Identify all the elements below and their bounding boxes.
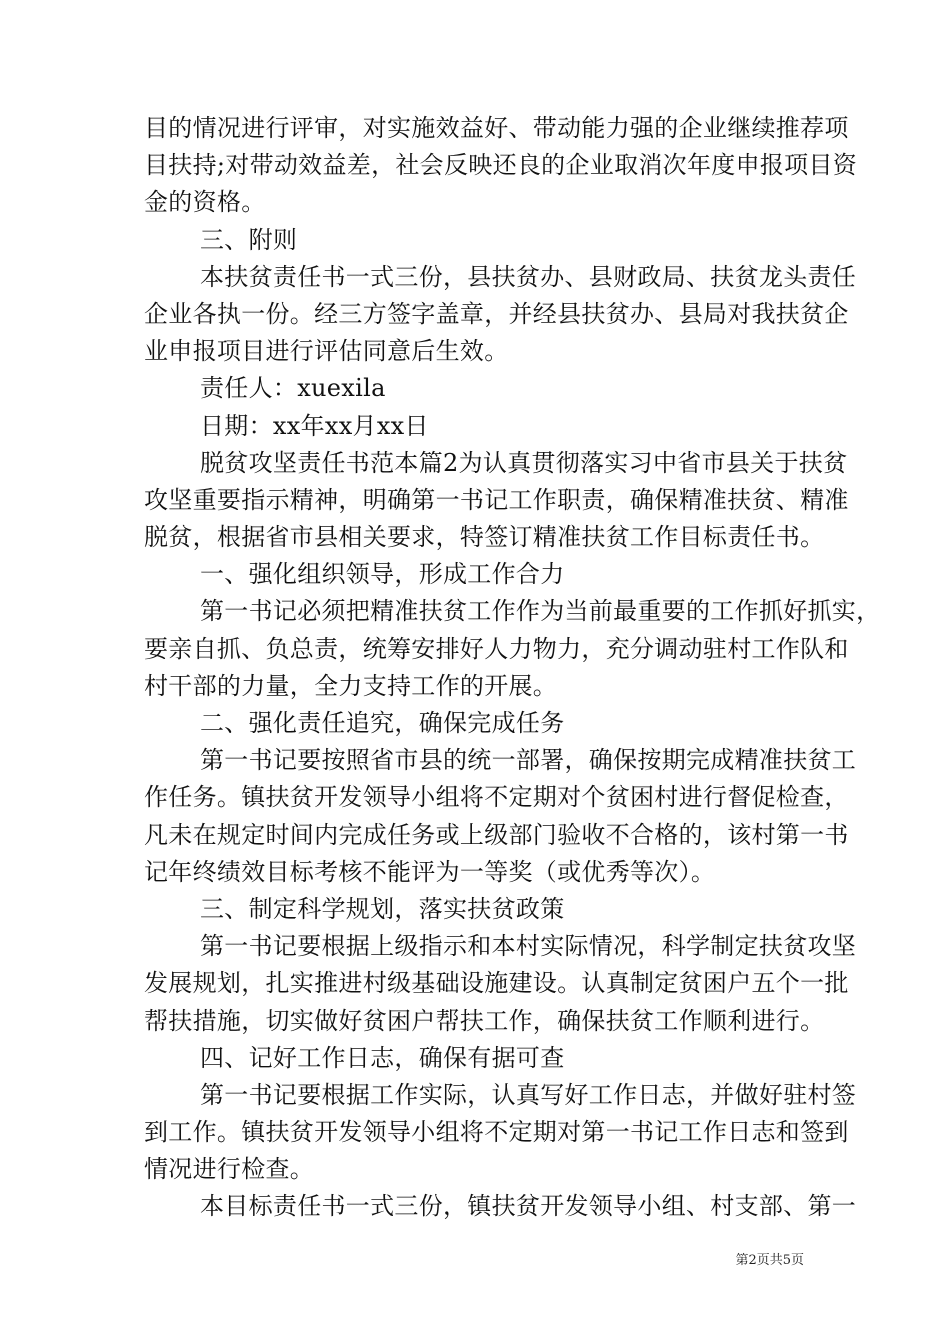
text-line: 三、制定科学规划，落实扶贫政策 xyxy=(200,894,565,923)
text-line: 企业各执一份。经三方签字盖章，并经县扶贫办、县局对我扶贫企 xyxy=(144,299,849,328)
text-line: 攻坚重要指示精神，明确第一书记工作职责，确保精准扶贫、精准 xyxy=(144,485,849,514)
page-number: 第2页共5页 xyxy=(735,1253,804,1268)
text-line: 作任务。镇扶贫开发领导小组将不定期对个贫困村进行督促检查， xyxy=(144,783,849,812)
text-line: 脱贫，根据省市县相关要求，特签订精准扶贫工作目标责任书。 xyxy=(144,523,825,552)
text-line: 目的情况进行评审，对实施效益好、带动能力强的企业继续推荐项 xyxy=(144,114,849,142)
text-line: 发展规划，扎实推进村级基础设施建设。认真制定贫困户五个一批 xyxy=(144,969,849,998)
text-line: 本扶贫责任书一式三份，县扶贫办、县财政局、扶贫龙头责任 xyxy=(200,262,857,291)
text-line: 日期：xx年xx月xx日 xyxy=(200,411,429,440)
document-body xyxy=(144,110,881,1226)
text-line: 情况进行检查。 xyxy=(144,1155,315,1184)
text-line: 村干部的力量，全力支持工作的开展。 xyxy=(144,671,558,700)
text-line: 责任人：xuexila xyxy=(200,374,386,403)
text-line: 一、强化组织领导，形成工作合力 xyxy=(200,560,565,589)
text-line: 到工作。镇扶贫开发领导小组将不定期对第一书记工作日志和签到 xyxy=(144,1118,849,1147)
text-line: 要亲自抓、负总责，统筹安排好人力物力，充分调动驻村工作队和 xyxy=(144,634,849,663)
text-line: 四、记好工作日志，确保有据可查 xyxy=(200,1043,565,1072)
text-line: 业申报项目进行评估同意后生效。 xyxy=(144,337,509,366)
text-line: 第一书记要按照省市县的统一部署，确保按期完成精准扶贫工 xyxy=(200,746,857,775)
text-line: 记年终绩效目标考核不能评为一等奖（或优秀等次）。 xyxy=(144,857,716,886)
text-line: 第一书记必须把精准扶贫工作作为当前最重要的工作抓好抓实， xyxy=(200,597,881,626)
text-line: 金的资格。 xyxy=(144,188,266,217)
text-line: 第一书记要根据工作实际，认真写好工作日志，并做好驻村签 xyxy=(200,1080,857,1109)
text-line: 三、附则 xyxy=(200,225,298,254)
text-line: 二、强化责任追究，确保完成任务 xyxy=(200,709,565,737)
text-line: 目扶持;对带动效益差，社会反映还良的企业取消次年度申报项目资 xyxy=(144,151,858,180)
text-line: 凡未在规定时间内完成任务或上级部门验收不合格的，该村第一书 xyxy=(144,820,849,849)
text-line: 本目标责任书一式三份，镇扶贫开发领导小组、村支部、第一 xyxy=(200,1192,857,1221)
text-line: 帮扶措施，切实做好贫困户帮扶工作，确保扶贫工作顺利进行。 xyxy=(144,1006,825,1035)
text-line: 脱贫攻坚责任书范本篇2为认真贯彻落实习中省市县关于扶贫 xyxy=(200,448,848,477)
text-line: 第一书记要根据上级指示和本村实际情况，科学制定扶贫攻坚 xyxy=(200,932,857,961)
